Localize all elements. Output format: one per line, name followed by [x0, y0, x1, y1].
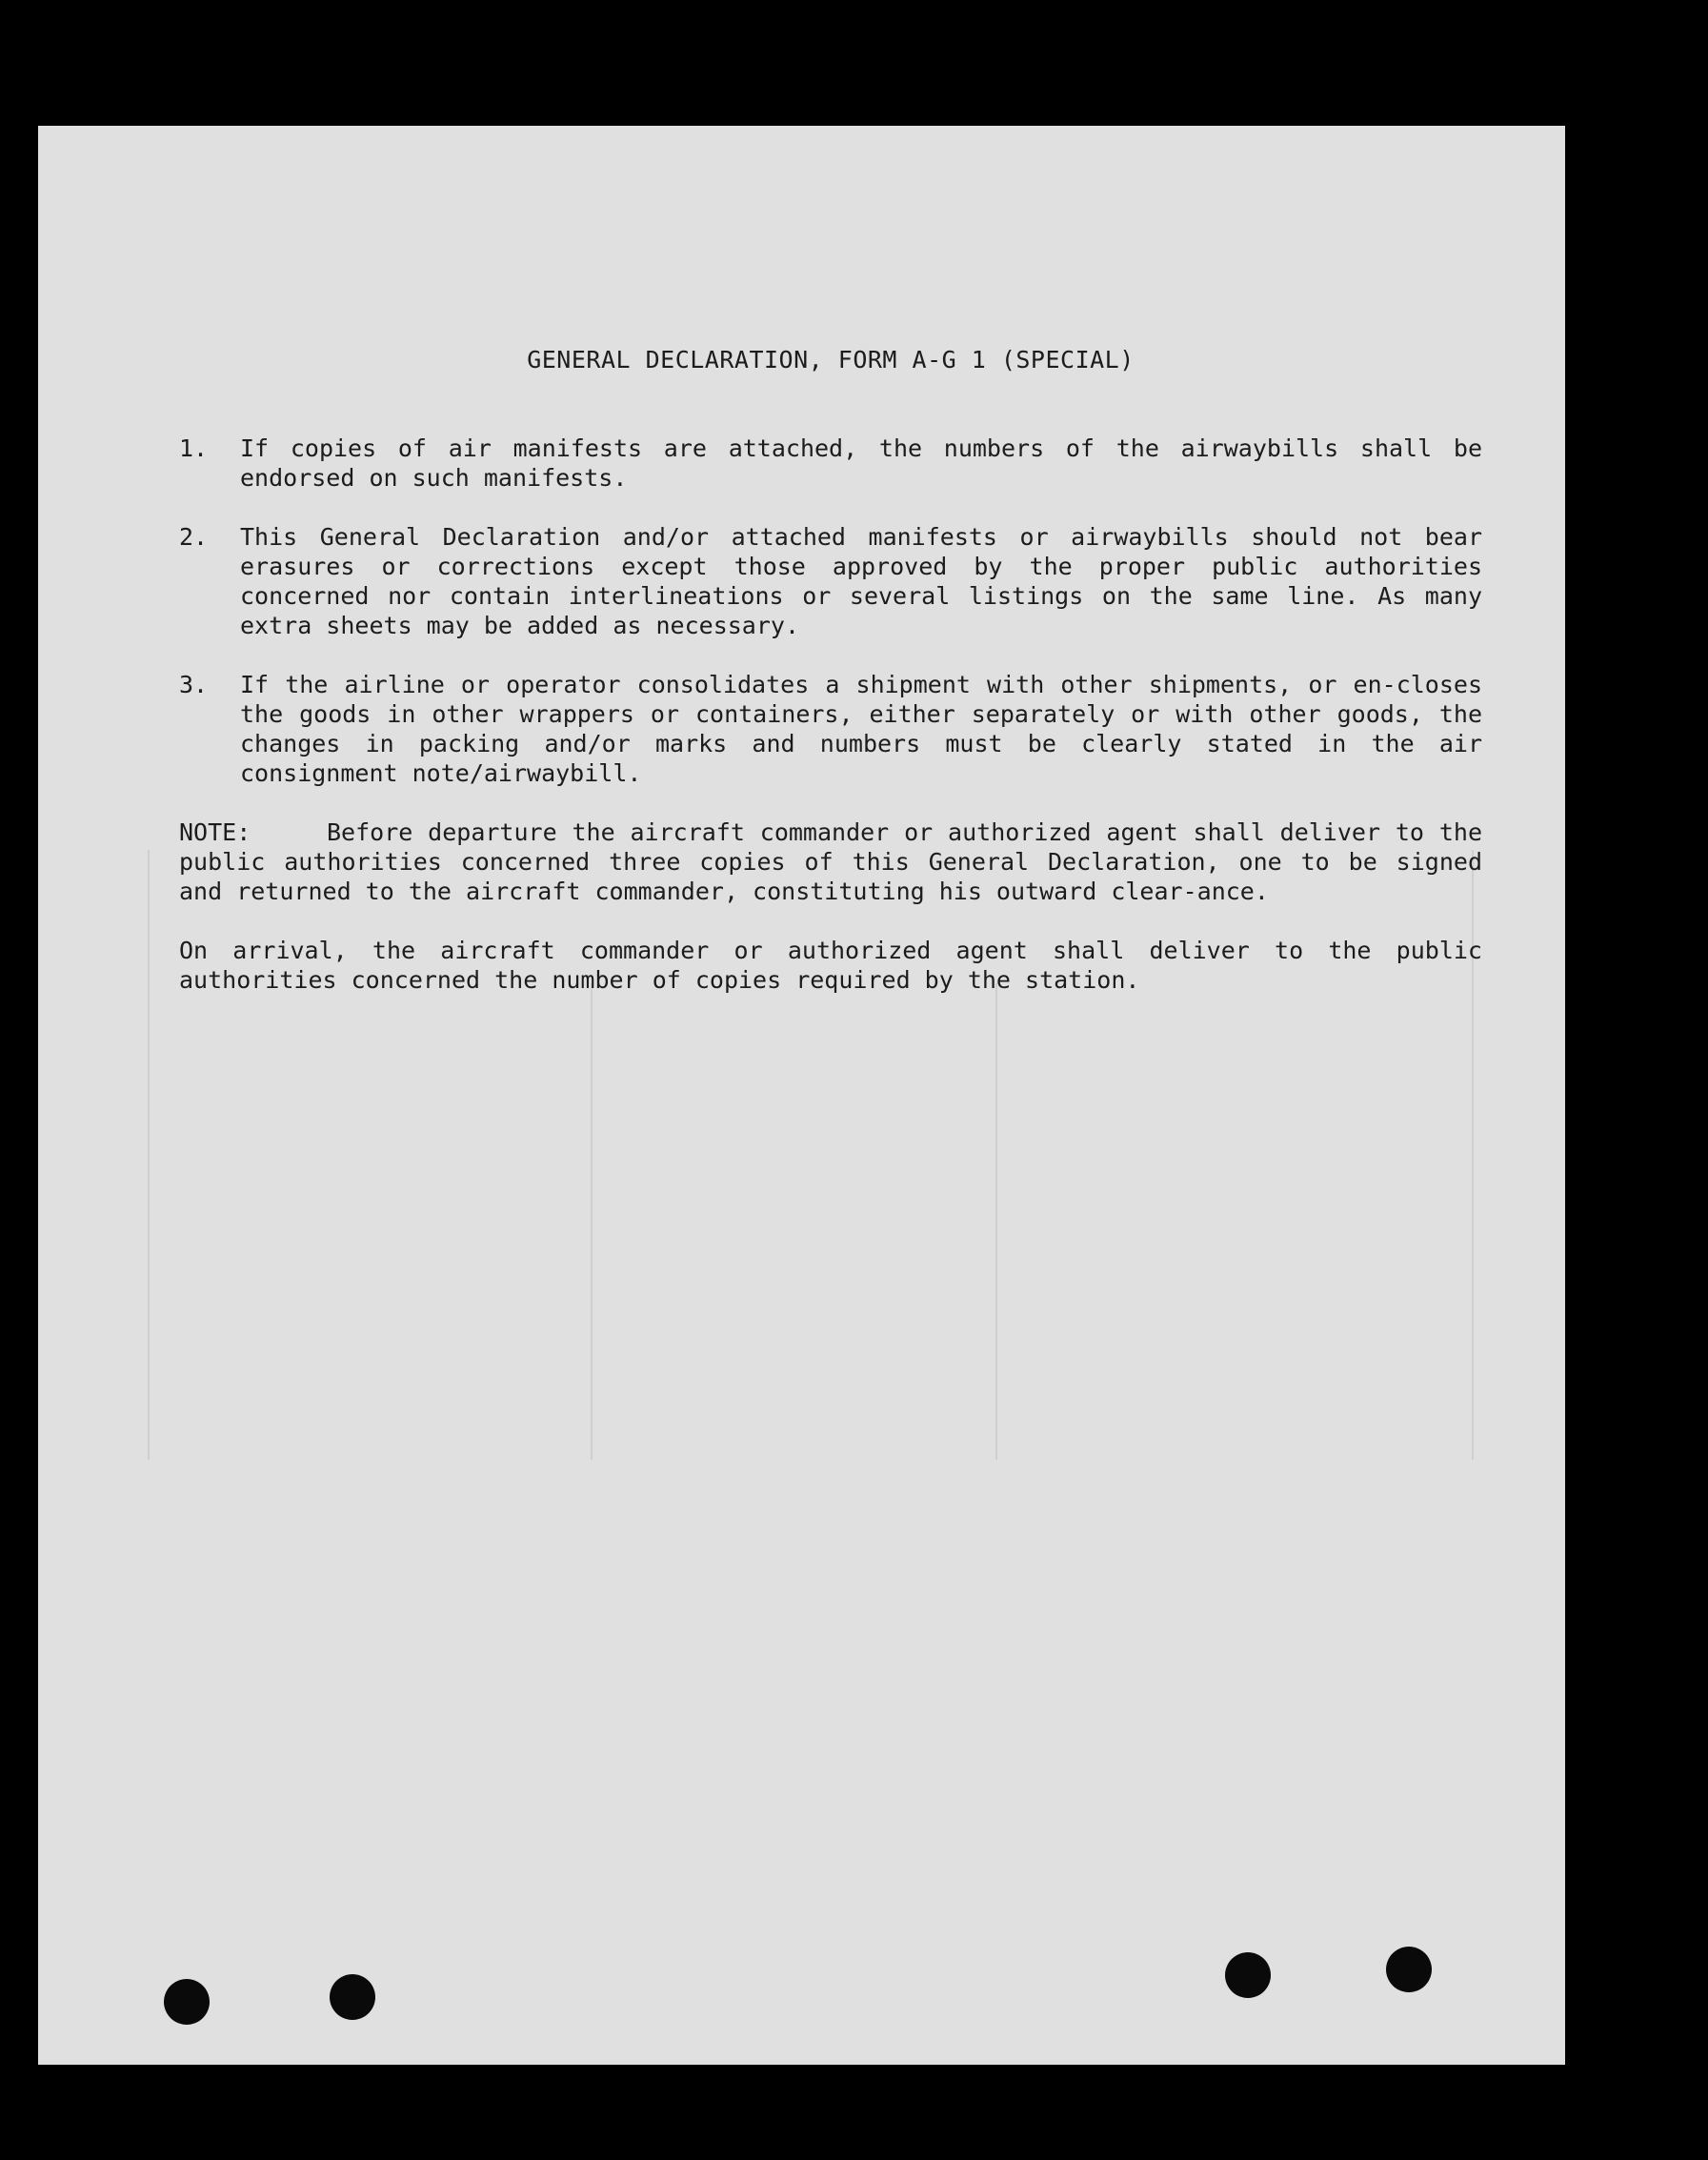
- bleed-through-line: [148, 850, 150, 1460]
- list-item: [179, 434, 1482, 493]
- list-item: [179, 670, 1482, 788]
- declaration-content: [179, 345, 1482, 995]
- item-number: 2.: [179, 523, 209, 551]
- document-page: [38, 126, 1565, 2065]
- punch-hole: [164, 1979, 210, 2025]
- punch-hole: [1225, 1952, 1271, 1998]
- note-paragraph: [179, 818, 1482, 906]
- list-item: [179, 522, 1482, 640]
- document-title: GENERAL DECLARATION, FORM A-G 1 (SPECIAL): [527, 346, 1135, 373]
- item-number: 3.: [179, 671, 209, 698]
- note-text: Before departure the aircraft commander or authorized agent shall deliver to the public authorities concerned three copies of this General Declaration, one to be signed and returned to the aircraft commander, constituting his outward clear-ance.: [179, 818, 1482, 905]
- arrival-paragraph: On arrival, the aircraft commander or authorized agent shall deliver to the public authorities concerned the number of copies required by the station.: [179, 937, 1482, 994]
- item-text: If the airline or operator consolidates a shipment with other shipments, or en-closes the goods in other wrappers or containers, either separately or with other goods, the changes in packing and/or marks and numbers must be clearly stated in the air consignment note/airwaybill.: [240, 671, 1482, 787]
- item-text: This General Declaration and/or attached manifests or airwaybills should not bear erasures or corrections except those approved by the proper public authorities concerned nor contain interlineations or several listings on the same line. As many extra sheets may be added as necessary.: [240, 523, 1482, 639]
- item-text: If copies of air manifests are attached, the numbers of the airwaybills shall be endorsed on such manifests.: [240, 434, 1482, 492]
- bleed-through-line: [995, 983, 997, 1460]
- punch-hole: [330, 1974, 375, 2020]
- bleed-through-line: [591, 983, 593, 1460]
- item-number: 1.: [179, 434, 209, 462]
- note-label: NOTE:: [179, 818, 251, 846]
- punch-hole: [1386, 1947, 1432, 1992]
